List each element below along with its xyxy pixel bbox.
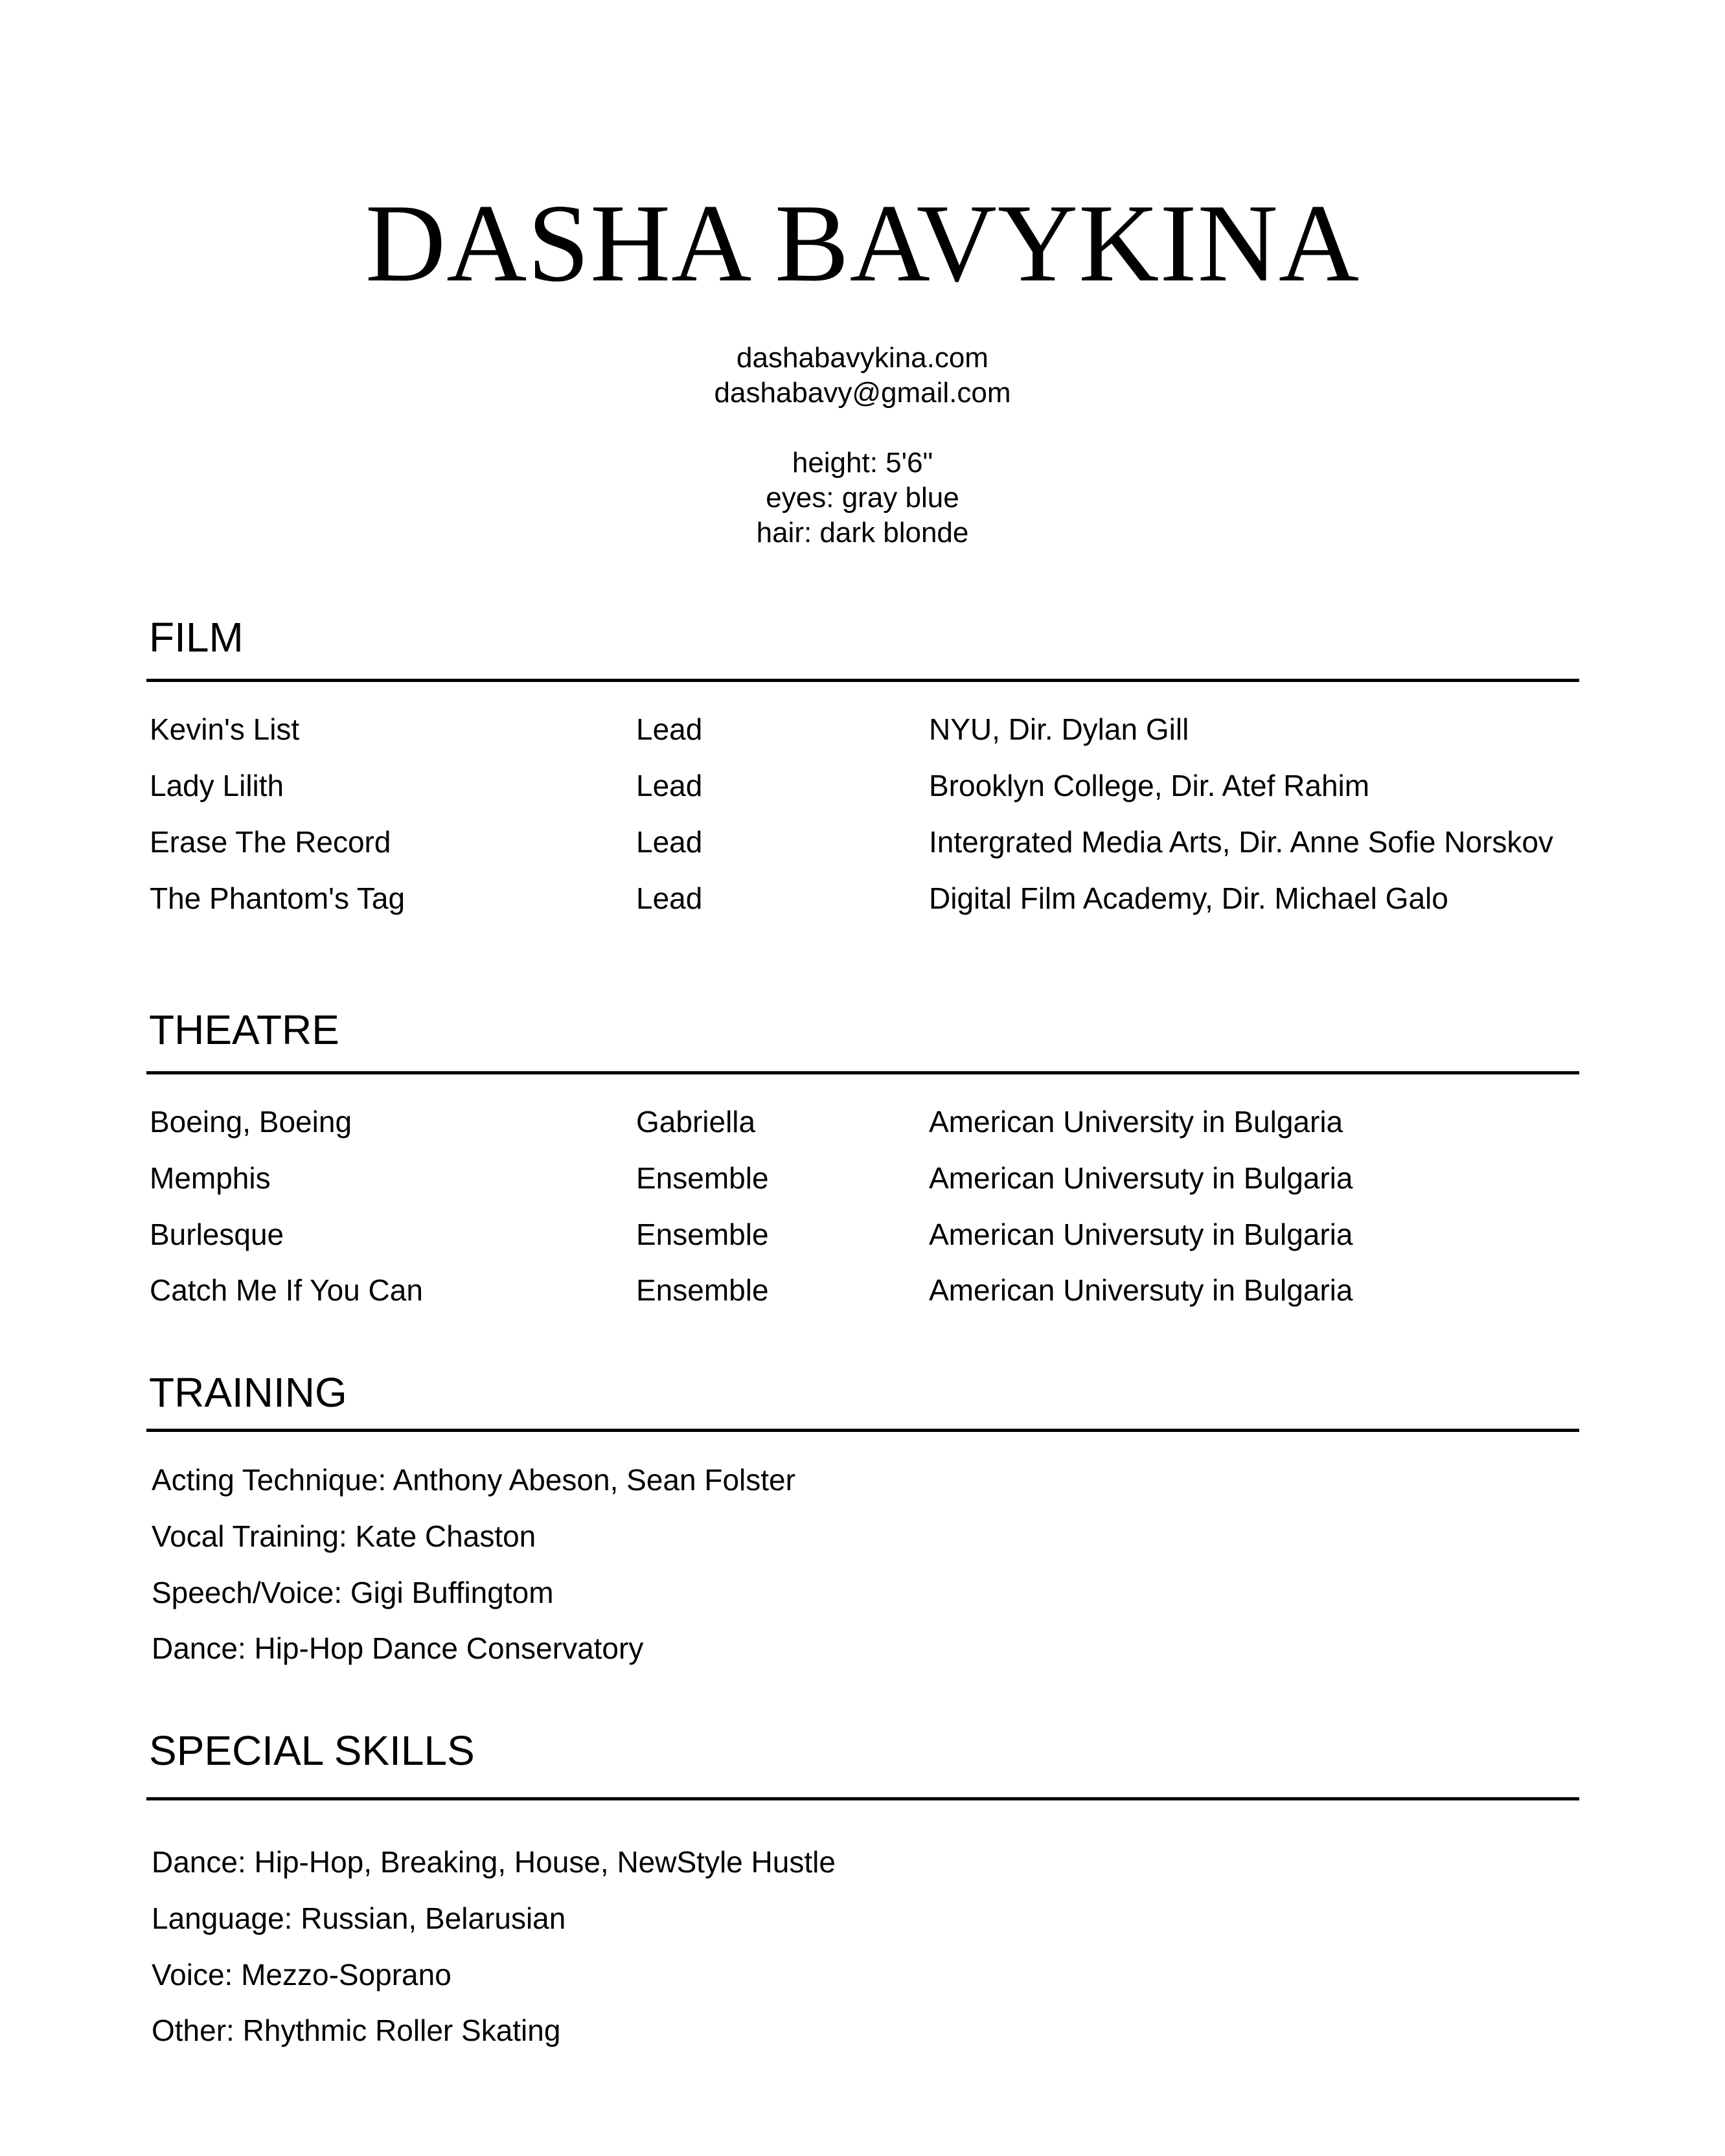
- skill-item: Language: Russian, Belarusian: [152, 1901, 566, 1935]
- height-stat: height: 5'6": [792, 447, 933, 479]
- hair-stat: hair: dark blonde: [756, 517, 969, 549]
- theatre-company: American University in Bulgaria: [929, 1105, 1343, 1139]
- film-heading: FILM: [149, 614, 244, 661]
- theatre-project: Burlesque: [150, 1218, 284, 1251]
- actor-name: DASHA BAVYKINA: [365, 182, 1360, 305]
- theatre-row: [0, 1271, 1725, 1310]
- theatre-role: Gabriella: [636, 1105, 756, 1139]
- film-row: [0, 766, 1725, 805]
- theatre-role: Ensemble: [636, 1273, 769, 1307]
- film-divider: [146, 679, 1579, 682]
- film-row: [0, 879, 1725, 918]
- film-role: Lead: [636, 769, 703, 802]
- theatre-role: Ensemble: [636, 1161, 769, 1195]
- theatre-project: Memphis: [150, 1161, 271, 1195]
- theatre-company: American Universuty in Bulgaria: [929, 1273, 1353, 1307]
- film-row: [0, 823, 1725, 861]
- theatre-row: [0, 1159, 1725, 1197]
- email-link[interactable]: dashabavy@gmail.com: [714, 377, 1011, 409]
- training-item: Vocal Training: Kate Chaston: [152, 1519, 536, 1553]
- theatre-project: Catch Me If You Can: [150, 1273, 423, 1307]
- skill-item: Dance: Hip-Hop, Breaking, House, NewStyle Hustle: [152, 1845, 836, 1879]
- theatre-divider: [146, 1071, 1579, 1074]
- theatre-role: Ensemble: [636, 1218, 769, 1251]
- eyes-stat: eyes: gray blue: [766, 482, 959, 514]
- film-company: Intergrated Media Arts, Dir. Anne Sofie Norskov: [929, 825, 1553, 859]
- film-company: NYU, Dir. Dylan Gill: [929, 712, 1189, 746]
- film-company: Brooklyn College, Dir. Atef Rahim: [929, 769, 1370, 802]
- film-company: Digital Film Academy, Dir. Michael Galo: [929, 881, 1448, 915]
- film-project: Lady Lilith: [150, 769, 284, 802]
- film-role: Lead: [636, 825, 703, 859]
- skills-heading: SPECIAL SKILLS: [149, 1727, 475, 1774]
- training-item: Acting Technique: Anthony Abeson, Sean Folster: [152, 1463, 795, 1497]
- contact-spacer: [0, 411, 1725, 446]
- theatre-row: [0, 1102, 1725, 1141]
- film-project: Kevin's List: [150, 712, 300, 746]
- theatre-company: American Universuty in Bulgaria: [929, 1161, 1353, 1195]
- theatre-project: Boeing, Boeing: [150, 1105, 352, 1139]
- website-link[interactable]: dashabavykina.com: [737, 342, 988, 374]
- skill-item: Other: Rhythmic Roller Skating: [152, 2014, 561, 2047]
- contact-block: [0, 341, 1725, 550]
- film-project: The Phantom's Tag: [150, 881, 406, 915]
- skill-item: Voice: Mezzo-Soprano: [152, 1958, 451, 1991]
- theatre-row: [0, 1215, 1725, 1254]
- film-role: Lead: [636, 881, 703, 915]
- training-item: Speech/Voice: Gigi Buffingtom: [152, 1576, 554, 1609]
- theatre-company: American Universuty in Bulgaria: [929, 1218, 1353, 1251]
- training-heading: TRAINING: [149, 1369, 347, 1416]
- skills-divider: [146, 1797, 1579, 1800]
- film-row: [0, 710, 1725, 749]
- training-divider: [146, 1429, 1579, 1432]
- film-project: Erase The Record: [150, 825, 391, 859]
- theatre-heading: THEATRE: [149, 1006, 339, 1053]
- training-item: Dance: Hip-Hop Dance Conservatory: [152, 1631, 644, 1665]
- film-role: Lead: [636, 712, 703, 746]
